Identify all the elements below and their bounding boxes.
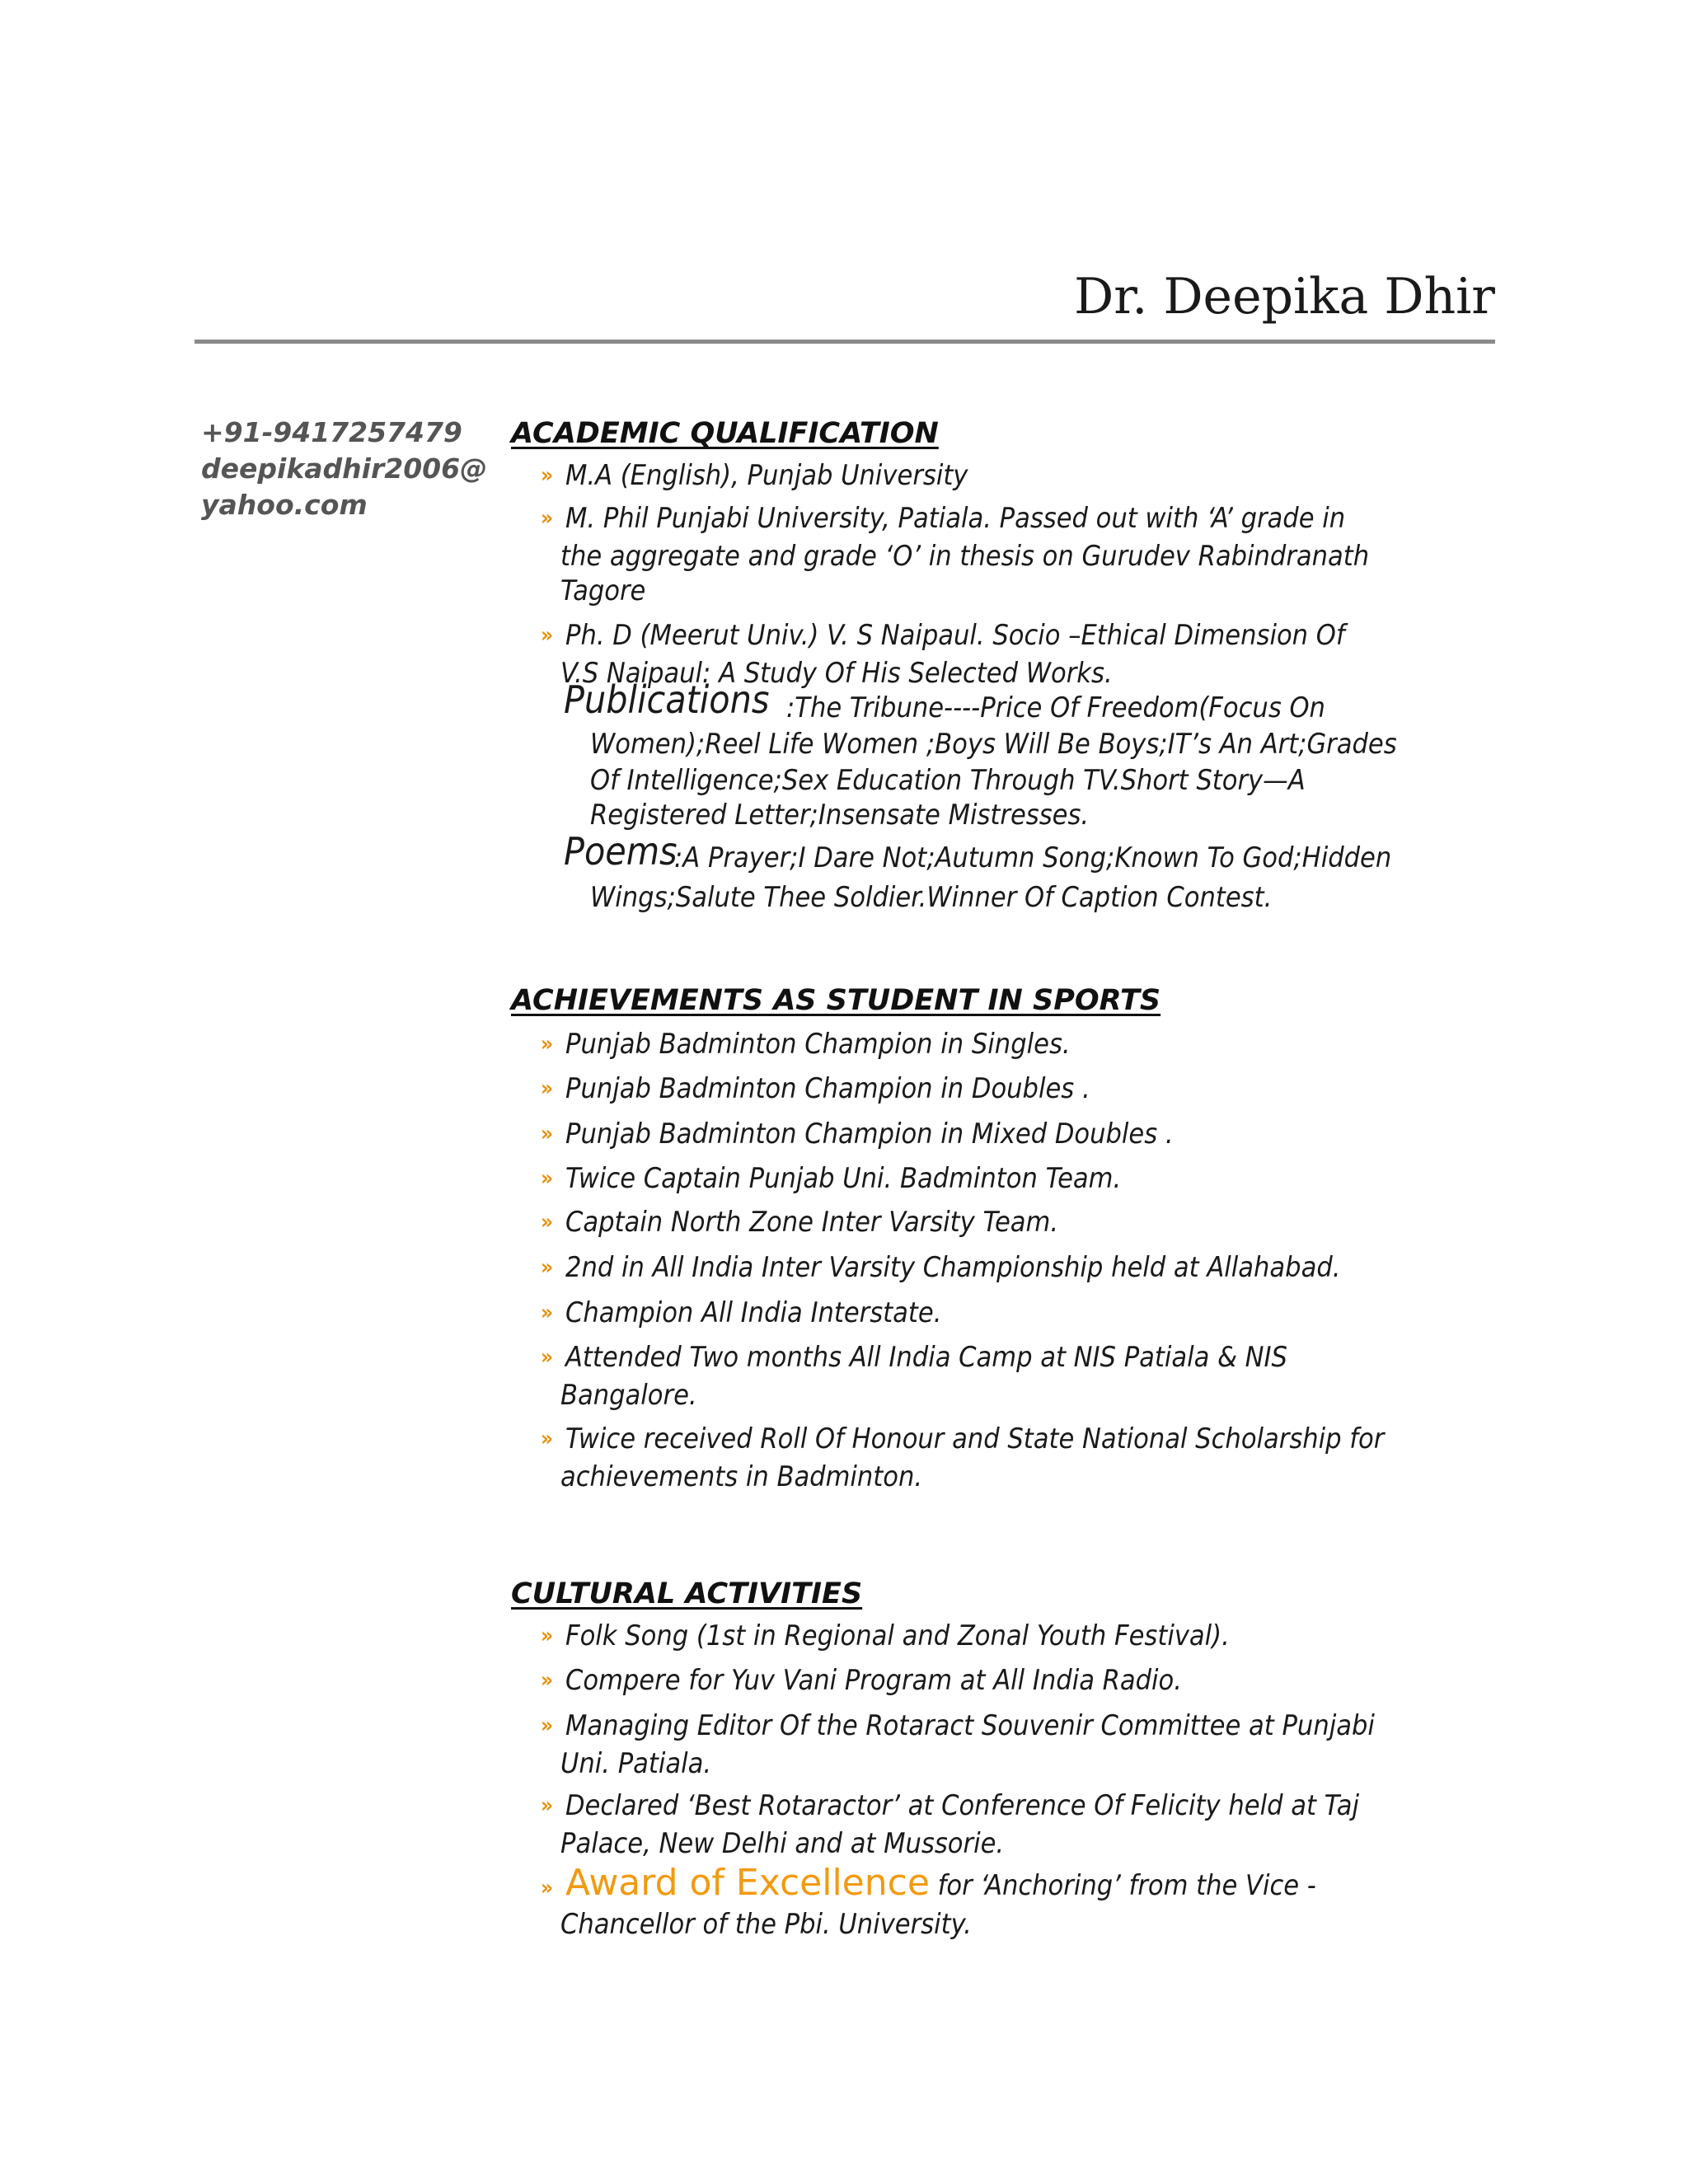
list-item — [541, 1249, 1497, 1286]
sports-item: Punjab Badminton Champion in Mixed Doubles . — [565, 1118, 1174, 1151]
sports-item-line: Bangalore. — [560, 1379, 697, 1412]
publications-label-text: Publications — [564, 677, 770, 722]
cultural-item: Folk Song (1st in Regional and Zonal Youth Festival). — [565, 1619, 1230, 1652]
list-item — [541, 1661, 1497, 1699]
academic-item-line: Tagore — [560, 574, 646, 607]
list-item — [541, 1025, 1497, 1063]
email-line-1: deepikadhir2006@ — [201, 452, 488, 485]
bullet-icon: » — [541, 506, 554, 531]
page-title: Dr. Deepika Dhir — [1074, 268, 1495, 326]
cultural-item-line: Palace, New Delhi and at Mussorie. — [560, 1827, 1005, 1860]
cultural-item-line: Managing Editor Of the Rotaract Souvenir Committee at Punjabi — [565, 1709, 1375, 1742]
sports-item: Punjab Badminton Champion in Singles. — [565, 1028, 1071, 1061]
poems-line: :A Prayer;I Dare Not;Autumn Song;Known To God;Hidden — [674, 841, 1392, 874]
bullet-icon: » — [541, 1210, 554, 1235]
list-item — [541, 1617, 1497, 1655]
poems-label: Poems — [564, 829, 678, 874]
cultural-item-line: Uni. Patiala. — [560, 1747, 712, 1780]
list-item — [541, 1115, 1497, 1153]
academic-item-line: V.S Naipaul: A Study Of His Selected Works. — [560, 657, 1113, 690]
bullet-icon: » — [541, 1166, 554, 1191]
phone-number: +91-9417257479 — [201, 416, 462, 448]
sports-item-line: Twice received Roll Of Honour and State National Scholarship for — [565, 1422, 1385, 1455]
list-item — [541, 1862, 1497, 1943]
list-item — [541, 1338, 1497, 1414]
sports-item-line: achievements in Badminton. — [560, 1460, 923, 1493]
publications-line: Registered Letter;Insensate Mistresses. — [590, 799, 1090, 832]
award-label: Award of Excellence — [565, 1862, 930, 1904]
list-item — [541, 1160, 1497, 1197]
award-line: Chancellor of the Pbi. University. — [560, 1908, 972, 1941]
bullet-icon: » — [541, 1255, 554, 1280]
sports-item: Twice Captain Punjab Uni. Badminton Team. — [565, 1162, 1122, 1195]
bullet-icon: » — [541, 1876, 554, 1900]
bullet-icon: » — [541, 1793, 554, 1818]
bullet-icon: » — [541, 1122, 554, 1146]
list-item — [541, 1707, 1497, 1783]
list-item — [541, 499, 1497, 610]
cultural-item-line: Declared ‘Best Rotaractor’ at Conference Of Felicity held at Taj — [565, 1789, 1359, 1822]
cultural-item: Compere for Yuv Vani Program at All India Radio. — [565, 1664, 1182, 1697]
list-item — [541, 1294, 1497, 1332]
academic-item-text: M.A (English), Punjab University — [565, 459, 968, 492]
list-item — [541, 1203, 1497, 1241]
poems-line: Wings;Salute Thee Soldier.Winner Of Caption Contest. — [590, 881, 1273, 914]
title-divider — [195, 340, 1495, 344]
sports-heading: ACHIEVEMENTS AS STUDENT IN SPORTS — [511, 984, 1161, 1017]
publications-line: :The Tribune----Price Of Freedom(Focus On — [786, 691, 1325, 724]
list-item — [541, 1070, 1497, 1108]
sports-item: Champion All India Interstate. — [565, 1296, 942, 1329]
sports-item: 2nd in All India Inter Varsity Championship held at Allahabad. — [565, 1251, 1341, 1284]
bullet-icon: » — [541, 463, 554, 488]
cultural-heading: CULTURAL ACTIVITIES — [511, 1577, 863, 1610]
sports-item: Captain North Zone Inter Varsity Team. — [565, 1206, 1059, 1239]
bullet-icon: » — [541, 1427, 554, 1451]
publications-line: Women);Reel Life Women ;Boys Will Be Boys;IT’s An Art;Grades — [590, 728, 1397, 761]
academic-heading: ACADEMIC QUALIFICATION — [511, 417, 939, 450]
bullet-icon: » — [541, 1624, 554, 1648]
sports-item: Punjab Badminton Champion in Doubles . — [565, 1072, 1090, 1105]
email-line-2: yahoo.com — [201, 489, 368, 521]
list-item — [541, 1420, 1497, 1496]
list-item — [541, 457, 1497, 494]
bullet-icon: » — [541, 1301, 554, 1325]
sports-item-line: Attended Two months All India Camp at NIS Patiala & NIS — [565, 1341, 1287, 1374]
academic-item-line: M. Phil Punjabi University, Patiala. Passed out with ‘A’ grade in — [565, 502, 1346, 535]
bullet-icon: » — [541, 1076, 554, 1101]
bullet-icon: » — [541, 1668, 554, 1693]
academic-item-line: the aggregate and grade ‘O’ in thesis on Gurudev Rabindranath — [560, 540, 1370, 573]
list-item — [541, 1787, 1497, 1863]
academic-item-line: Ph. D (Meerut Univ.) V. S Naipaul. Socio –Ethical Dimension Of — [565, 619, 1345, 652]
contact-block — [201, 415, 498, 523]
award-line: for ‘Anchoring’ from the Vice - — [929, 1869, 1316, 1902]
publications-line: Of Intelligence;Sex Education Through TV.Short Story—A — [590, 764, 1306, 797]
bullet-icon: » — [541, 623, 554, 648]
bullet-icon: » — [541, 1713, 554, 1738]
bullet-icon: » — [541, 1032, 554, 1057]
bullet-icon: » — [541, 1345, 554, 1370]
